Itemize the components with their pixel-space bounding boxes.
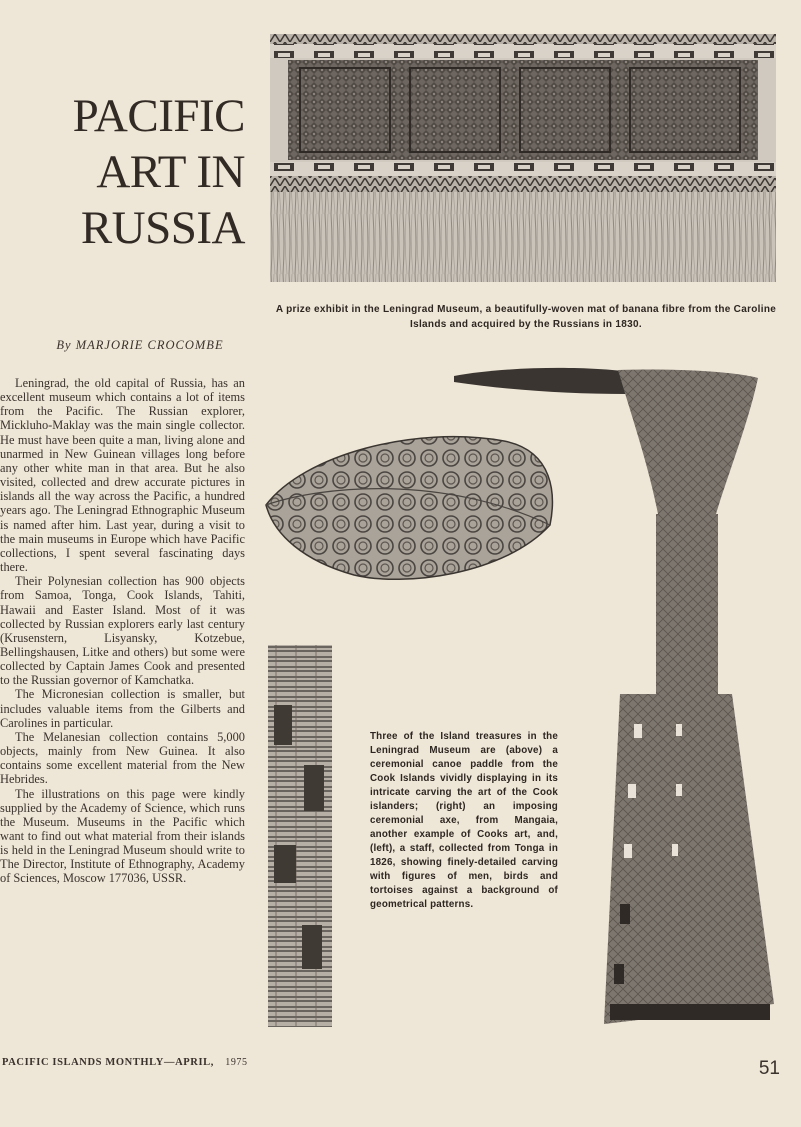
paragraph-1: Leningrad, the old capital of Russia, has an excellent museum which contains a lot of items from the Pacific. The Russian explorer, Mickluho-Maklay was the main single collector. He must have been quite a man, living alone and unarmed in New Guinean villages long before any other white man in that area. But he also visited, collected and drew accurate pictures in islands all the way across the Pacific, a hundred years ago. The Leningrad Ethnographic Museum is named after him. Last year, during a visit to the main museums in Europe which have Pacific collections, I spent several fascinating days there. — [0, 376, 245, 575]
paragraph-2: Their Polynesian collection has 900 objects from Samoa, Tonga, Cook Islands, Tahiti, Hawaii and Easter Island. Most of it was collected by Russian explorers early last century (Krusenstern, Lisyansky, Kotzebue, Bellingshausen, Litke and others) but some were collected by Captain James Cook and presented to the Russian governor of Kamchatka. — [0, 574, 245, 688]
treasures-caption: Three of the Island treasures in the Leningrad Museum are (above) a ceremonial canoe paddle from the Cook Islands vividly displaying in its intricate carving the art of the Cook islanders; (right) an imposing ceremonial axe, from Mangaia, another example of Cooks art, and, (left), a staff, collected from Tonga in 1826, showing finely-detailed carving with figures of men, birds and tortoises against a background of geometrical patterns. — [370, 731, 558, 910]
paragraph-5: The illustrations on this page were kindly supplied by the Academy of Science, which runs the Museum. Museums in the Pacific which want to find out what material from their islands is held in the Leningrad Museum should write to The Director, Institute of Ethnography, Academy of Sciences, Moscow 177036, USSR. — [0, 786, 245, 886]
ceremonial-axe-photo — [448, 364, 778, 1034]
woven-mat-photo — [270, 34, 776, 282]
article-body — [0, 376, 245, 886]
title-line-2: ART IN — [96, 146, 245, 198]
paragraph-4: The Melanesian collection contains 5,000 objects, mainly from New Guinea. It also contains some excellent material from the New Hebrides. — [0, 729, 245, 787]
article-title — [40, 88, 245, 256]
publication-footer — [2, 1057, 302, 1068]
paragraph-3: The Micronesian collection is smaller, but includes valuable items from the Gilberts and Carolines in particular. — [0, 687, 245, 730]
mat-caption: A prize exhibit in the Leningrad Museum, a beautifully-woven mat of banana fibre from the Caroline Islands and acquired by the Russians in 1830. — [275, 304, 777, 330]
carved-staff-photo — [266, 645, 336, 1027]
title-line-1: PACIFIC — [72, 90, 245, 142]
publication-year: 1975 — [225, 1057, 248, 1068]
title-line-3: RUSSIA — [80, 202, 245, 254]
page-number: 51 — [758, 1058, 780, 1079]
byline: By MARJORIE CROCOMBE — [56, 338, 224, 352]
publication-name: PACIFIC ISLANDS MONTHLY—APRIL, — [2, 1057, 214, 1068]
